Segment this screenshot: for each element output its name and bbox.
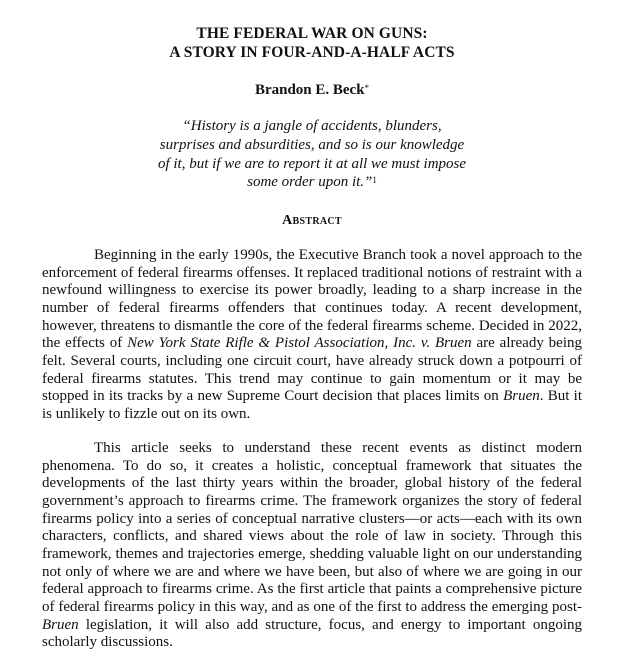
abstract-p2-text-b: legislation, it will also add structure, focus, and energy to important ongoing scholarly discussions. [42, 616, 582, 651]
author-footnote-mark[interactable]: * [364, 83, 370, 93]
title-line-2: A STORY IN FOUR-AND-A-HALF ACTS [169, 44, 455, 61]
abstract-p1-text-b: are already being felt. Several courts, including one circuit court, have already struck down a potpourri of federal firearms statutes. This trend may continue to gain momentum or it may be stopped in its tracks by a new Supreme Court decision that places limits on [42, 335, 582, 405]
case-name-italic: New York State Rifle & Pistol Association, Inc. v. Bruen [127, 335, 472, 352]
epigraph-line-text: some order upon it.” [247, 174, 373, 191]
epigraph-line: of it, but if we are to report it at all we must impose [157, 155, 467, 172]
epigraph-line: surprises and absurdities, and so is our knowledge [159, 136, 465, 153]
abstract-paragraph-1 [42, 247, 582, 424]
epigraph-line-last [120, 173, 504, 192]
bruen-italic: Bruen [503, 388, 540, 405]
abstract-p2-text-a: This article seeks to understand these recent events as distinct modern phenomena. To do so, it creates a holistic, conceptual framework that situates the developments of the last thirty years within the broader, global history of the federal government’s approach to firearms crime. The framework organizes the story of federal firearms policy into a series of conceptual narrative clusters—or acts—each with its own characters, conflicts, and shared views about the role of law in society. Through this framework, themes and trajectories emerge, shedding valuable light on our understanding not only of where we are and where we have been, but also of where we are going in our federal approach to firearms crime. As the first article that paints a comprehensive picture of federal firearms policy in this way, and as one of the first to address the emerging post- [42, 440, 582, 615]
author [0, 80, 624, 100]
author-name: Brandon E. Beck [254, 82, 365, 98]
epigraph-line: “History is a jangle of accidents, blunders, [182, 118, 442, 134]
abstract-p1-text-a: Beginning in the early 1990s, the Executive Branch took a novel approach to the enforcement of federal firearms offenses. It replaced traditional notions of restraint with a newfound willingness to exercise its power broadly, leading to a sharp increase in the number of federal firearms offenders that continues today. A recent development, however, threatens to dismantle the core of the federal firearms scheme. Decided in 2022, the effects of [42, 247, 582, 352]
title-line-1: THE FEDERAL WAR ON GUNS: [196, 25, 428, 42]
epigraph [120, 117, 504, 192]
bruen-italic: Bruen [42, 616, 79, 633]
abstract-p1-text-c: . But it is unlikely to fizzle out on its own. [42, 388, 582, 422]
epigraph-footnote-mark[interactable]: 1 [372, 175, 377, 186]
abstract-paragraph-2 [42, 440, 582, 652]
abstract-heading: Abstract [282, 213, 342, 228]
